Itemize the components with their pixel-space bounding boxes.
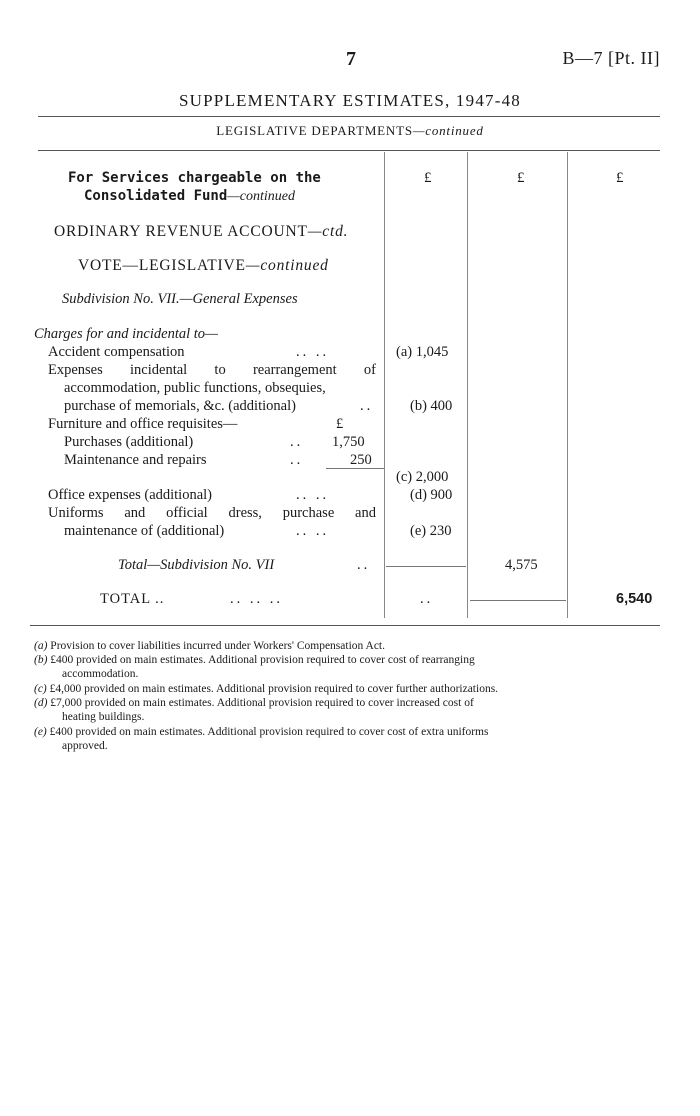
office-leader-dots: .. .. (296, 487, 330, 503)
column-header-1: £ (424, 170, 432, 186)
footnote-a: (a) Provision to cover liabilities incurred under Workers' Compensation Act. (34, 640, 385, 652)
section-subtitle: LEGISLATIVE DEPARTMENTS—continued (216, 123, 484, 138)
footnote-d: (d) £7,000 provided on main estimates. Additional provision required to cover increased cost of (34, 697, 474, 709)
column-divider-3 (567, 152, 568, 618)
document-title: SUPPLEMENTARY ESTIMATES, 1947-48 (179, 91, 521, 110)
services-heading-line1: For Services chargeable on the (68, 170, 321, 186)
maintenance-leader-dots: .. (290, 452, 304, 468)
page-number: 7 (346, 48, 356, 70)
accident-leader-dots: .. .. (296, 344, 330, 360)
page-reference: B—7 [Pt. II] (562, 48, 660, 68)
expenses-line1: Expenses incidental to rearrangement of (48, 362, 376, 378)
furniture-subtotal-rule (326, 468, 384, 469)
uniforms-line1: Uniforms and official dress, purchase and (48, 505, 376, 521)
furniture-pound-sign: £ (336, 416, 344, 432)
expenses-line2: accommodation, public functions, obsequies, (64, 380, 326, 396)
subtotal-label: Total—Subdivision No. VII (118, 557, 275, 573)
column-divider-1 (384, 152, 385, 618)
office-amount: (d) 900 (410, 487, 453, 503)
subtotal-leader-dots: .. (357, 557, 371, 573)
purchases-label: Purchases (additional) (64, 434, 194, 450)
grand-total-amount: 6,540 (616, 591, 653, 607)
subtotal-amount: 4,575 (505, 557, 538, 573)
footnote-e-cont: approved. (62, 740, 108, 752)
footnote-c: (c) £4,000 provided on main estimates. Additional provision required to cover further authorizations. (34, 683, 499, 695)
column-header-3: £ (616, 170, 624, 186)
table-top-rule (38, 150, 660, 151)
title-rule (38, 116, 660, 117)
uniforms-amount: (e) 230 (410, 523, 452, 539)
purchases-leader-dots: .. (290, 434, 304, 450)
total-label: TOTAL .. (100, 591, 165, 607)
maintenance-label: Maintenance and repairs (64, 452, 207, 468)
footnote-b-cont: accommodation. (62, 668, 139, 680)
vote-heading: VOTE—LEGISLATIVE—continued (78, 257, 329, 274)
office-expenses-label: Office expenses (additional) (48, 487, 213, 503)
uniforms-leader-dots: .. .. (296, 523, 330, 539)
maintenance-amount: 250 (350, 452, 372, 468)
uniforms-line2: maintenance of (additional) (64, 523, 225, 539)
table-bottom-rule (30, 625, 660, 626)
column-header-2: £ (517, 170, 525, 186)
furniture-label: Furniture and office requisites— (48, 416, 238, 432)
furniture-total-amount: (c) 2,000 (396, 469, 449, 485)
column-divider-2 (467, 152, 468, 618)
charges-heading: Charges for and incidental to— (34, 326, 218, 342)
accident-amount: (a) 1,045 (396, 344, 449, 360)
footnote-e: (e) £400 provided on main estimates. Additional provision required to cover cost of extra uniforms (34, 726, 489, 738)
subtotal-rule (386, 566, 466, 567)
total-column-dots: .. (420, 591, 434, 607)
purchases-amount: 1,750 (332, 434, 365, 450)
footnote-b: (b) £400 provided on main estimates. Additional provision required to cover cost of rearranging (34, 654, 475, 666)
expenses-line3: purchase of memorials, &c. (additional) (64, 398, 296, 414)
total-leader-dots: .. .. .. (230, 591, 283, 607)
account-heading: ORDINARY REVENUE ACCOUNT—ctd. (54, 223, 349, 240)
expenses-amount: (b) 400 (410, 398, 453, 414)
subdivision-heading: Subdivision No. VII.—General Expenses (62, 291, 298, 307)
services-heading-line2: Consolidated Fund—continued (84, 188, 295, 204)
accident-label: Accident compensation (48, 344, 185, 360)
expenses-leader-dots: .. (360, 398, 374, 414)
total-rule (470, 600, 566, 601)
footnote-d-cont: heating buildings. (62, 711, 145, 723)
